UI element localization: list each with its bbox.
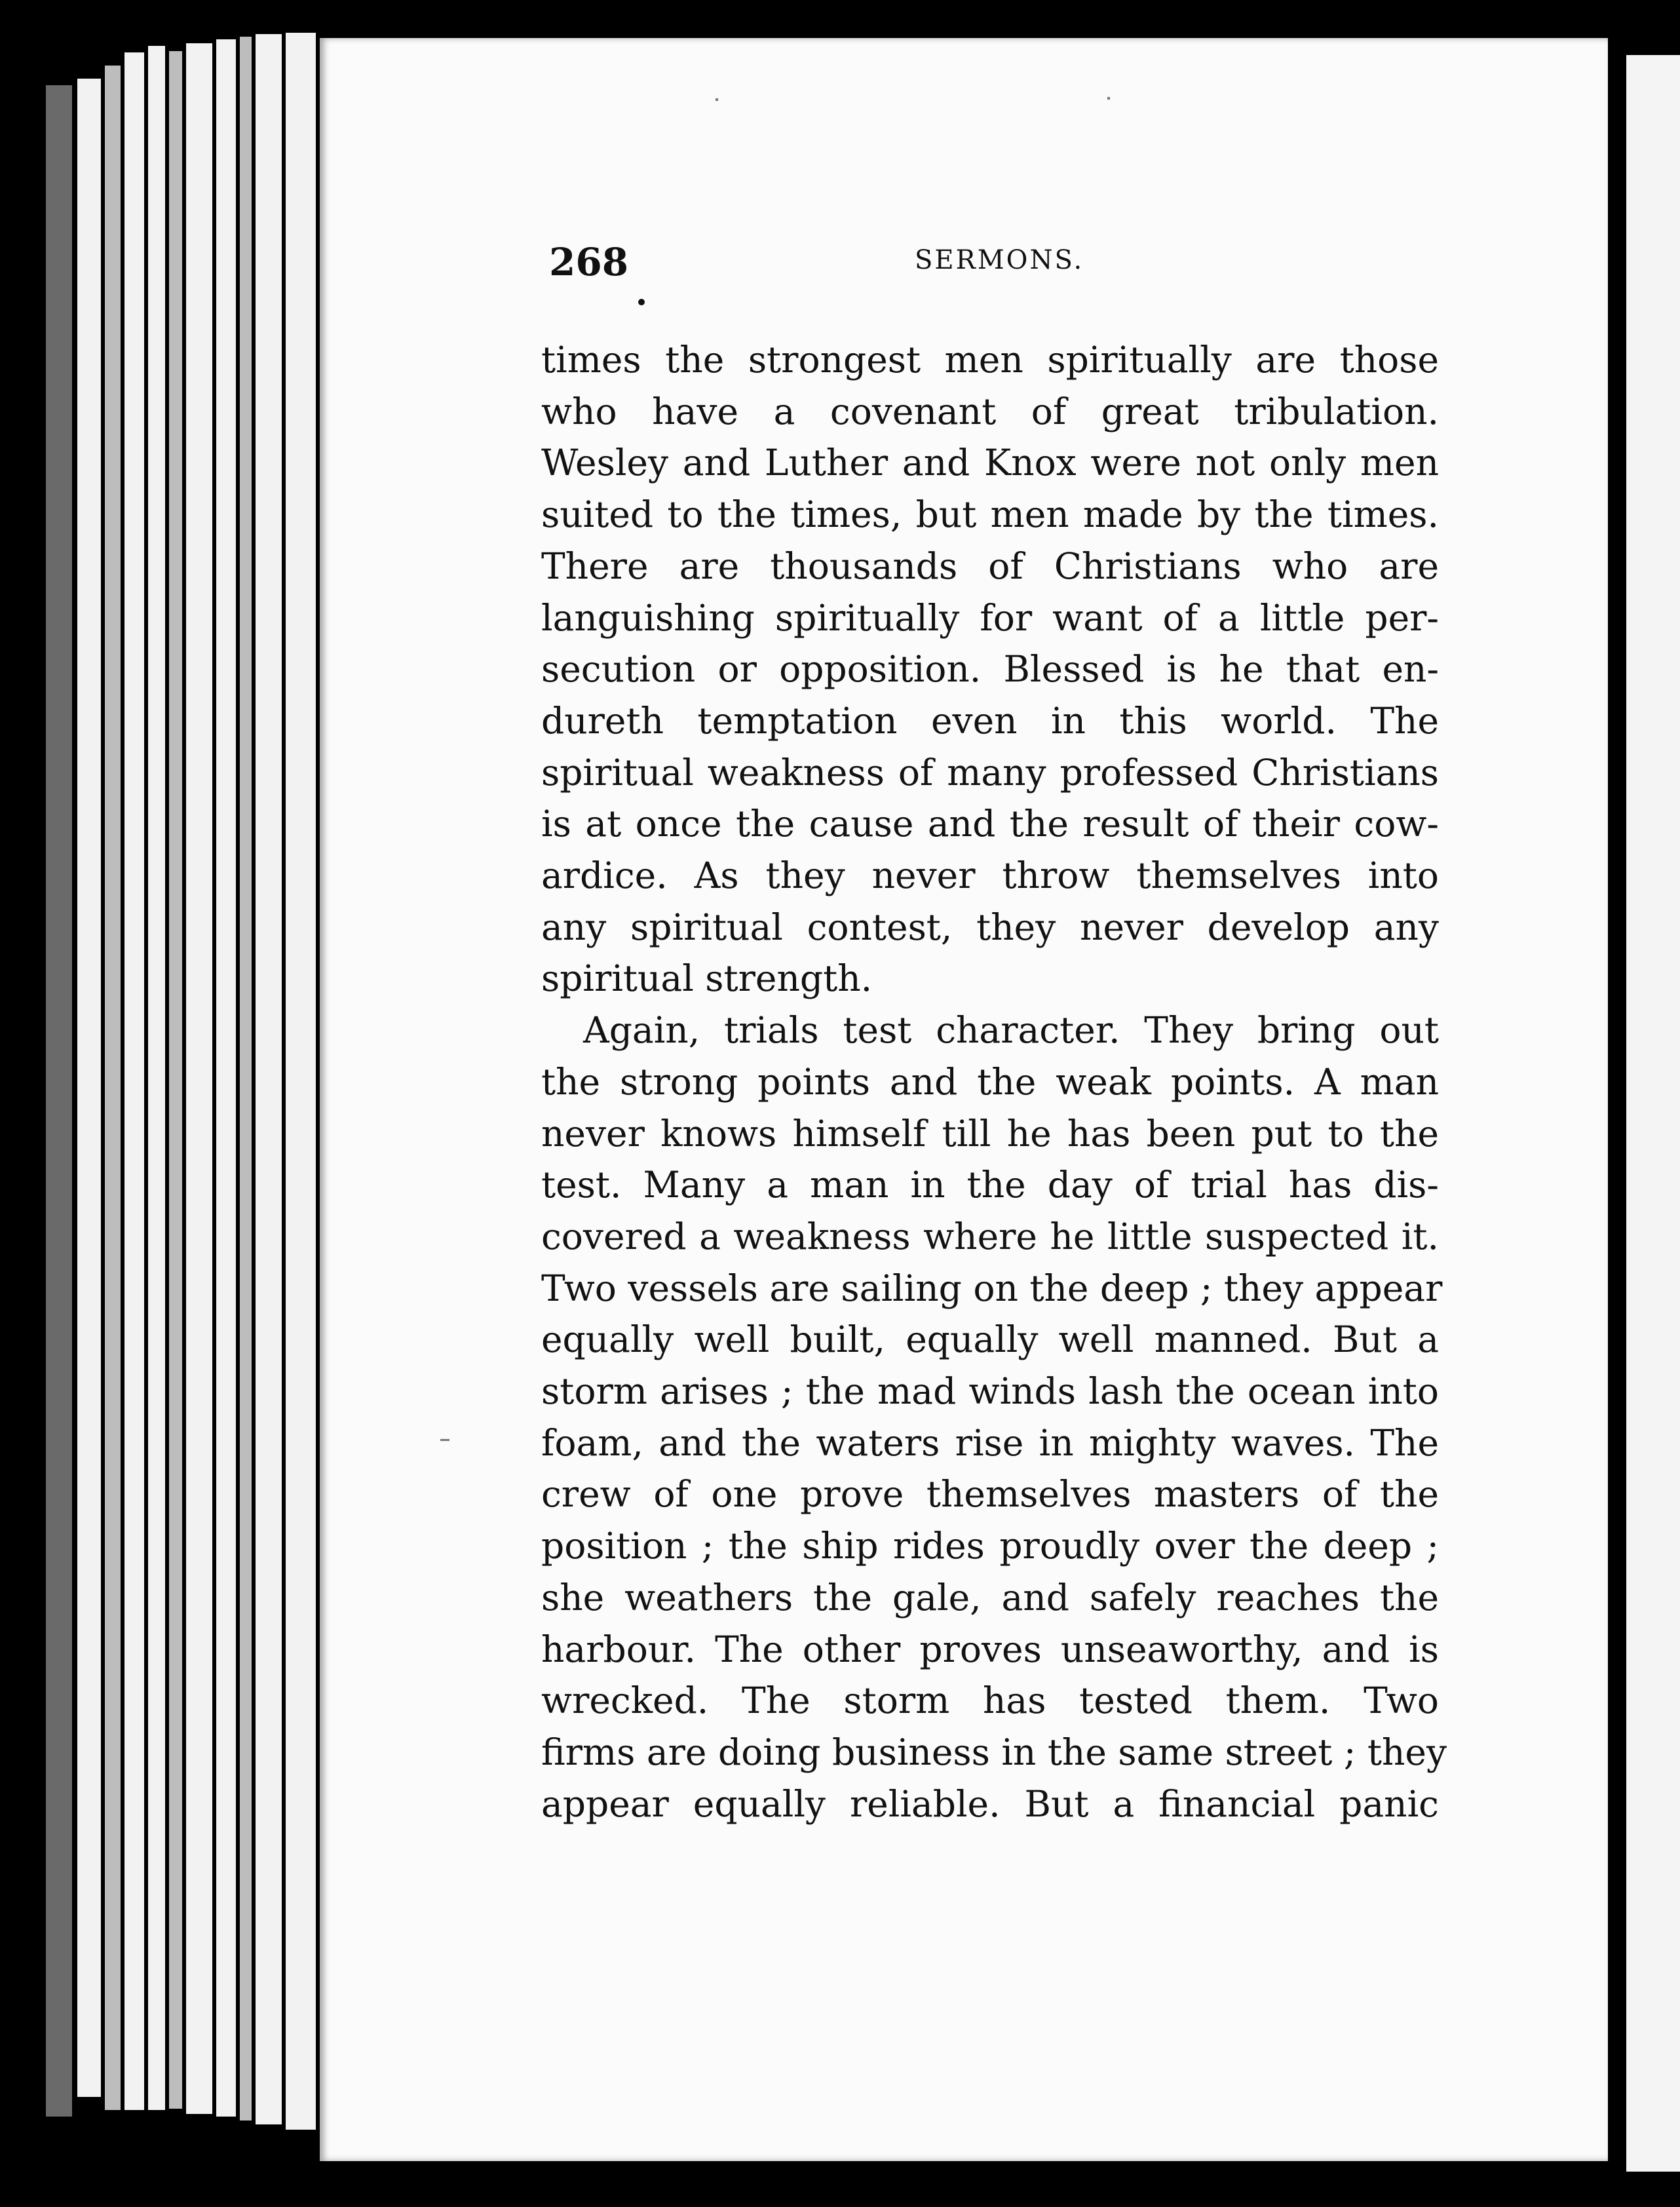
text-line: spiritual strength. [541, 957, 873, 1000]
facing-page-edge [1626, 55, 1680, 2172]
page-edge [148, 46, 165, 2110]
scan-mark [716, 98, 718, 101]
text-line: times the strongest men spiritually are those [541, 339, 1439, 381]
scan-mark [1107, 97, 1110, 100]
text-line: never knows himself till he has been put to the [541, 1112, 1439, 1155]
page-edge [46, 85, 72, 2117]
body-text [541, 334, 1447, 1830]
text-line: storm arises ; the mad winds lash the ocean into [541, 1370, 1439, 1413]
page-edge [256, 34, 282, 2124]
running-title: SERMONS. [915, 245, 1084, 275]
text-line: is at once the cause and the result of their cow- [541, 803, 1439, 845]
text-line: suited to the times, but men made by the times. [541, 493, 1439, 536]
page-edge [240, 37, 252, 2121]
text-line: harbour. The other proves unseaworthy, and is [541, 1628, 1439, 1670]
page-edge [77, 79, 101, 2097]
text-line: Again, trials test character. They bring out [583, 1009, 1439, 1052]
page-edge [286, 33, 316, 2130]
printer-dot [638, 299, 645, 305]
text-line: equally well built, equally well manned. But a [541, 1318, 1439, 1361]
text-line: she weathers the gale, and safely reaches the [541, 1576, 1439, 1619]
text-line: appear equally reliable. But a financial panic [541, 1782, 1439, 1825]
page-number: 268 [549, 240, 629, 284]
text-line: wrecked. The storm has tested them. Two [541, 1679, 1439, 1722]
text-line: ardice. As they never throw themselves into [541, 854, 1439, 897]
page-edge [124, 52, 144, 2110]
scan-mark [440, 1439, 449, 1441]
page-edge [216, 39, 236, 2117]
page-edge [186, 43, 212, 2114]
text-line: covered a weakness where he little suspected it. [541, 1215, 1439, 1257]
text-line: Wesley and Luther and Knox were not only men [541, 442, 1439, 484]
text-line: position ; the ship rides proudly over the deep ; [541, 1525, 1439, 1567]
text-line: the strong points and the weak points. A man [541, 1060, 1439, 1103]
text-line: firms are doing business in the same street ; they [541, 1731, 1447, 1773]
page-edge [105, 66, 121, 2110]
text-line: spiritual weakness of many professed Christians [541, 751, 1439, 794]
text-line: crew of one prove themselves masters of the [541, 1473, 1439, 1516]
text-line: dureth temptation even in this world. The [541, 699, 1439, 742]
text-line: Two vessels are sailing on the deep ; they appear [541, 1267, 1443, 1309]
text-line: any spiritual contest, they never develop any [541, 906, 1439, 948]
text-line: languishing spiritually for want of a little per- [541, 596, 1439, 639]
page-edge [169, 51, 182, 2109]
text-line: test. Many a man in the day of trial has dis- [541, 1164, 1439, 1206]
text-line: who have a covenant of great tribulation. [541, 390, 1439, 432]
text-line: secution or opposition. Blessed is he that en- [541, 648, 1439, 691]
text-line: foam, and the waters rise in mighty waves. The [541, 1421, 1439, 1464]
running-head [549, 240, 1086, 292]
text-line: There are thousands of Christians who are [541, 545, 1439, 587]
